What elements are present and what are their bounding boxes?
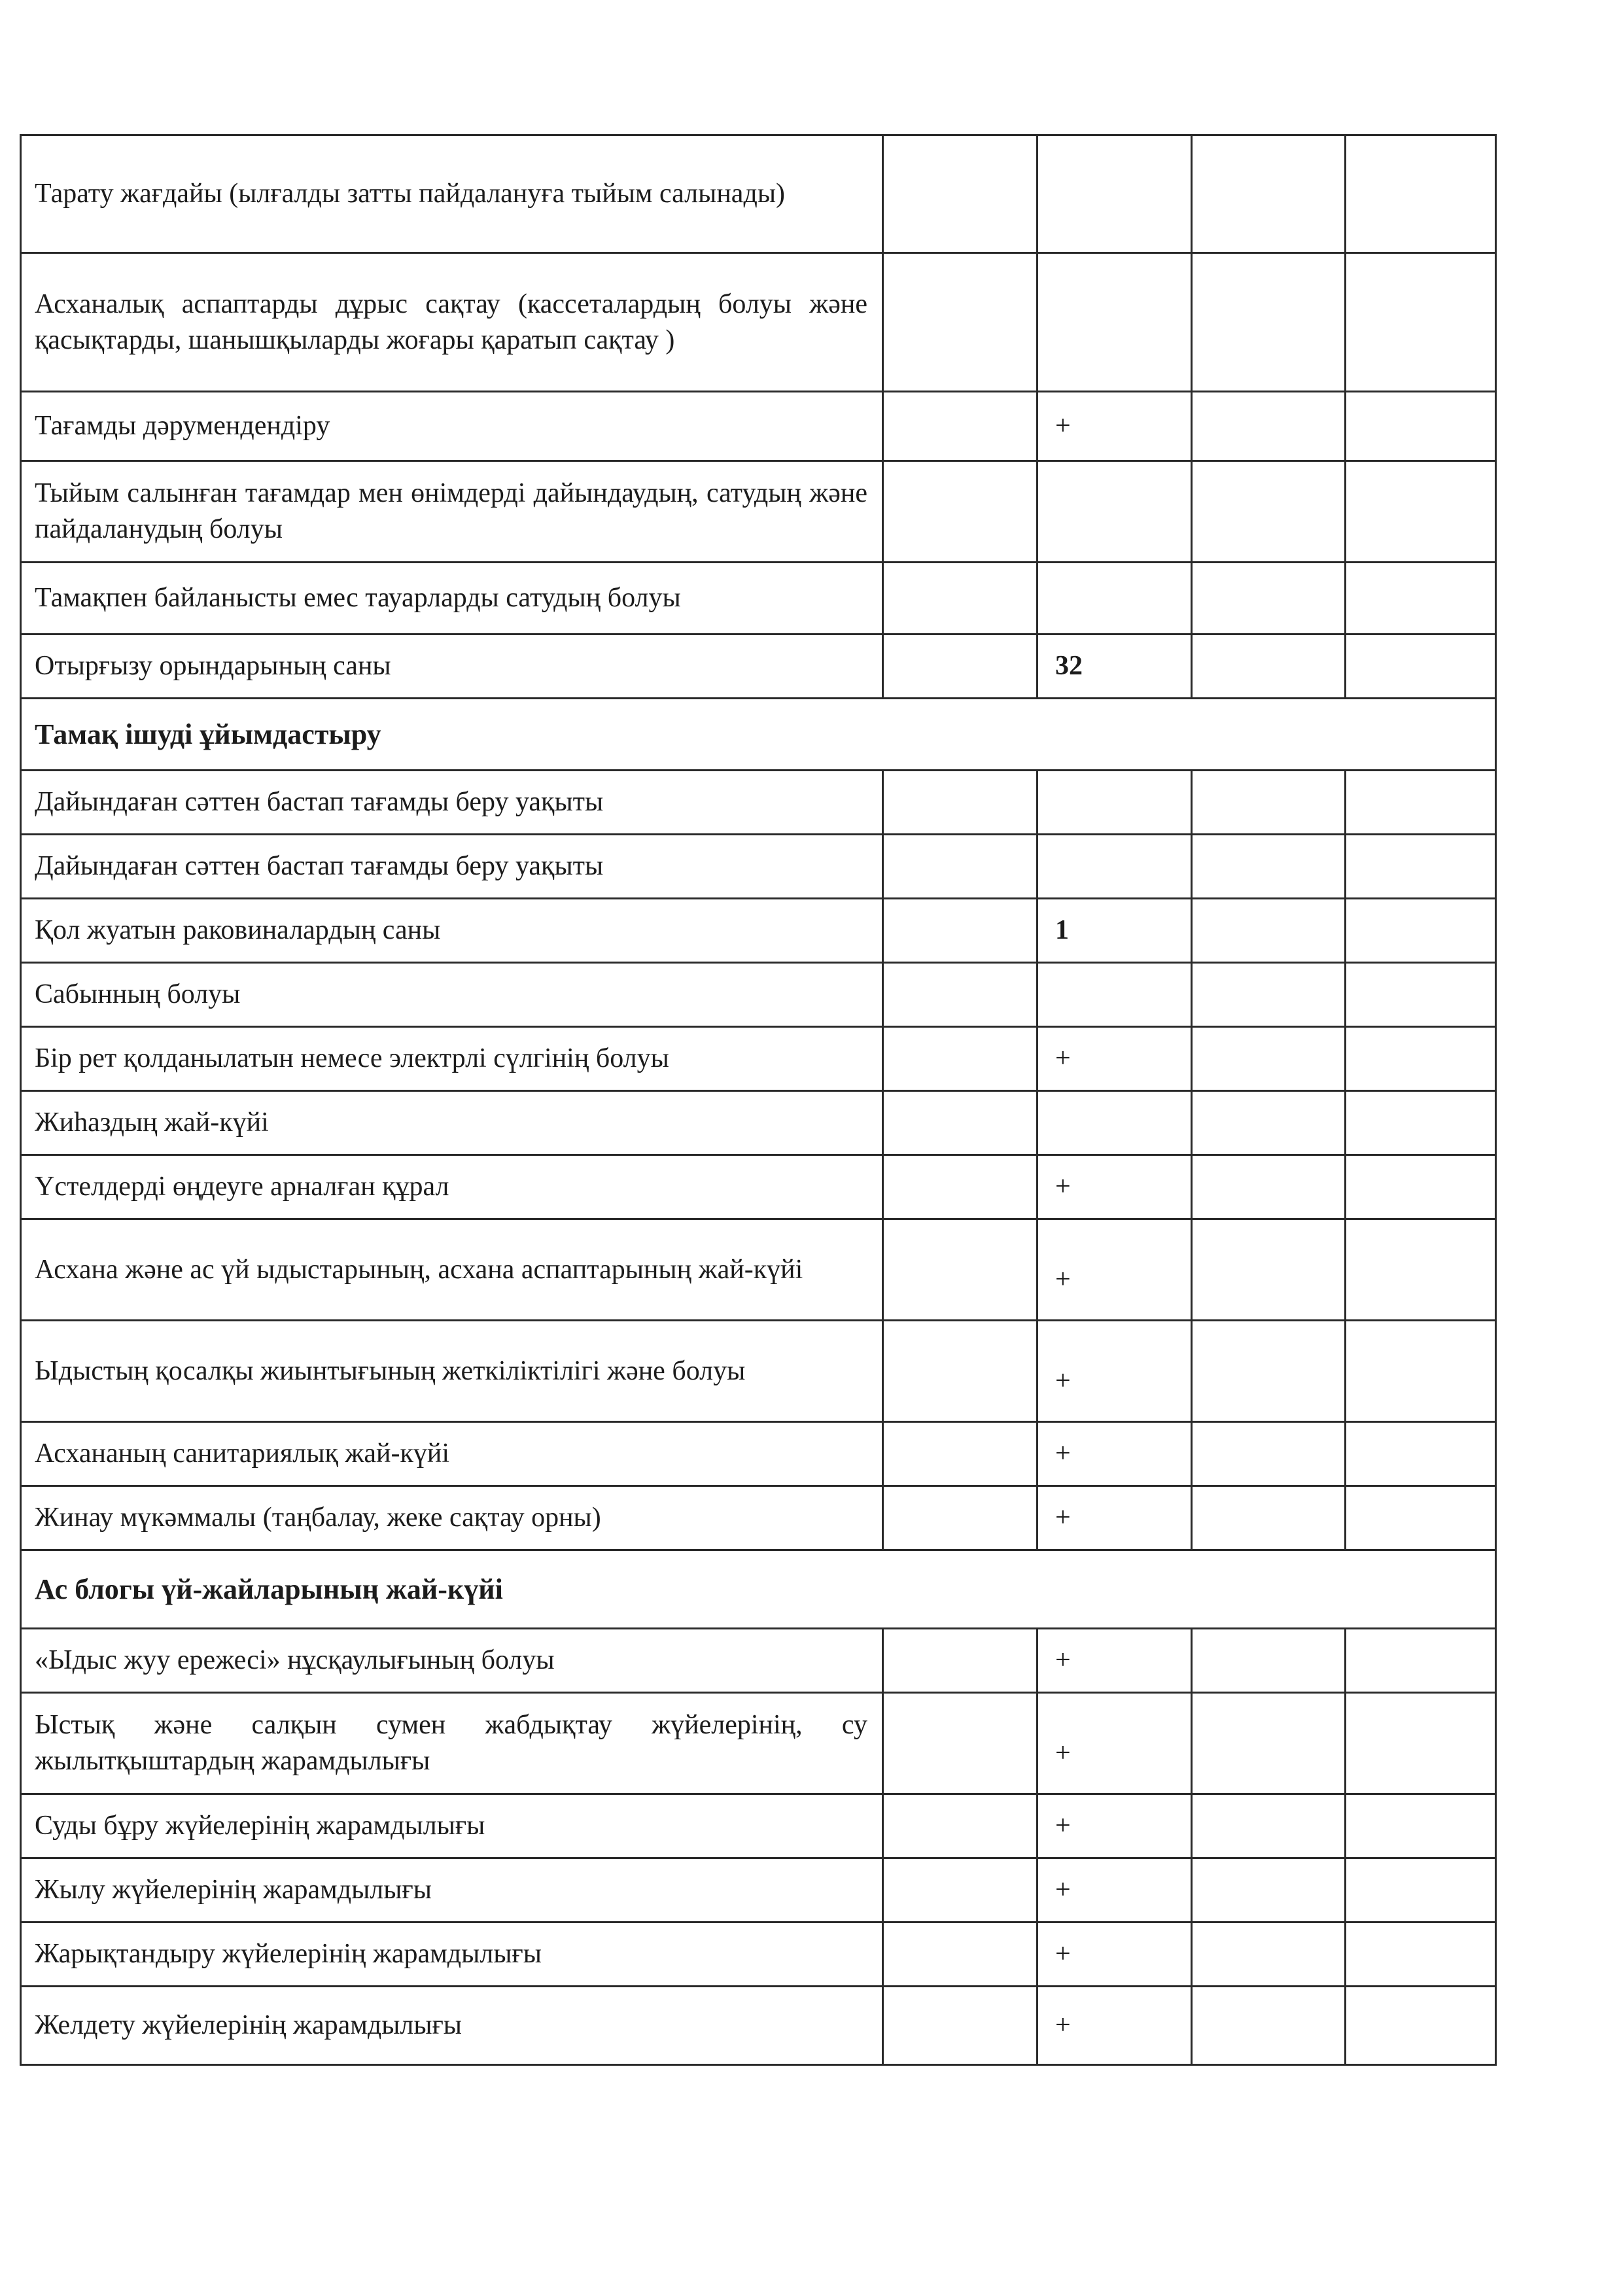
value-cell-col-4 [1346,1219,1496,1321]
value-cell-col-1 [883,835,1037,899]
value-cell-col-2: 1 [1037,899,1192,963]
value-cell-col-3 [1192,1091,1346,1155]
table-row [21,635,1496,699]
value-cell-col-4 [1346,963,1496,1027]
table-row [21,1693,1496,1794]
value-cell-col-3 [1192,253,1346,392]
value-cell-col-2: + [1037,1987,1192,2065]
value-cell-col-4 [1346,1858,1496,1922]
criterion-cell: Асханалық аспаптарды дұрыс сақтау (кассеталардың болуы және қасықтарды, шанышқыларды жоғары қаратып сақтау ) [21,253,883,392]
value-cell-col-1 [883,1858,1037,1922]
value-cell-col-2: + [1037,1629,1192,1693]
table-row [21,253,1496,392]
value-cell-col-4 [1346,1321,1496,1422]
criterion-cell: Сабынның болуы [21,963,883,1027]
value-cell-col-1 [883,1794,1037,1858]
value-cell-col-4 [1346,1091,1496,1155]
value-cell-col-3 [1192,1155,1346,1219]
table-row [21,461,1496,563]
criterion-cell: Ыстық және салқын сумен жабдықтау жүйелерінің, су жылытқыштардың жарамдылығы [21,1693,883,1794]
table-row [21,1027,1496,1091]
value-cell-col-1 [883,1922,1037,1987]
table-row [21,835,1496,899]
section-title: Тамақ ішуді ұйымдастыру [21,699,1496,771]
value-cell-col-3 [1192,963,1346,1027]
criterion-cell: Ыдыстың қосалқы жиынтығының жеткіліктілігі және болуы [21,1321,883,1422]
criterion-cell: Асхананың санитариялық жай-күйі [21,1422,883,1486]
table-row [21,563,1496,635]
table-row [21,1629,1496,1693]
value-cell-col-2: 32 [1037,635,1192,699]
value-cell-col-2: + [1037,1858,1192,1922]
table-row [21,1794,1496,1858]
value-cell-col-2: + [1037,1486,1192,1550]
inspection-checklist-table [20,134,1497,2066]
value-cell-col-3 [1192,1794,1346,1858]
value-cell-col-1 [883,1422,1037,1486]
criterion-cell: Желдету жүйелерінің жарамдылығы [21,1987,883,2065]
value-cell-col-2: + [1037,1027,1192,1091]
value-cell-col-3 [1192,1219,1346,1321]
value-cell-col-1 [883,392,1037,461]
criterion-cell: Жинау мүкәммалы (таңбалау, жеке сақтау орны) [21,1486,883,1550]
table-row [21,1987,1496,2065]
value-cell-col-1 [883,1155,1037,1219]
value-cell-col-2 [1037,461,1192,563]
criterion-cell: Қол жуатын раковиналардың саны [21,899,883,963]
value-cell-col-4 [1346,253,1496,392]
value-cell-col-2: + [1037,1422,1192,1486]
criterion-cell: Жылу жүйелерінің жарамдылығы [21,1858,883,1922]
criterion-cell: Тарату жағдайы (ылғалды затты пайдалануға тыйым салынады) [21,135,883,253]
value-cell-col-1 [883,1091,1037,1155]
value-cell-col-4 [1346,392,1496,461]
table-row [21,899,1496,963]
table-row [21,1091,1496,1155]
value-cell-col-2 [1037,1091,1192,1155]
value-cell-col-3 [1192,899,1346,963]
value-cell-col-2: + [1037,1155,1192,1219]
value-cell-col-1 [883,963,1037,1027]
value-cell-col-1 [883,135,1037,253]
criterion-cell: Отырғызу орындарының саны [21,635,883,699]
table-row [21,771,1496,835]
table-row [21,963,1496,1027]
value-cell-col-4 [1346,1987,1496,2065]
value-cell-col-4 [1346,1486,1496,1550]
value-cell-col-3 [1192,1922,1346,1987]
criterion-cell: Үстелдерді өңдеуге арналған құрал [21,1155,883,1219]
value-cell-col-1 [883,1219,1037,1321]
criterion-cell: Бір рет қолданылатын немесе электрлі сүлгінің болуы [21,1027,883,1091]
value-cell-col-1 [883,1321,1037,1422]
value-cell-col-1 [883,253,1037,392]
value-cell-col-2: + [1037,392,1192,461]
table-row [21,1155,1496,1219]
value-cell-col-4 [1346,1794,1496,1858]
value-cell-col-4 [1346,135,1496,253]
value-cell-col-3 [1192,461,1346,563]
criterion-cell: Асхана және ас үй ыдыстарының, асхана аспаптарының жай-күйі [21,1219,883,1321]
criterion-cell: Тамақпен байланысты емес тауарларды сатудың болуы [21,563,883,635]
criterion-cell: Дайындаған сәттен бастап тағамды беру уақыты [21,771,883,835]
criterion-cell: Тыйым салынған тағамдар мен өнімдерді дайындаудың, сатудың және пайдаланудың болуы [21,461,883,563]
value-cell-col-2 [1037,135,1192,253]
value-cell-col-4 [1346,1422,1496,1486]
criterion-cell: Жиһаздың жай-күйі [21,1091,883,1155]
value-cell-col-4 [1346,1027,1496,1091]
criterion-cell: «Ыдыс жуу ережесі» нұсқаулығының болуы [21,1629,883,1693]
value-cell-col-1 [883,1987,1037,2065]
value-cell-col-3 [1192,563,1346,635]
value-cell-col-3 [1192,1422,1346,1486]
value-cell-col-2: + [1037,1693,1192,1794]
criterion-cell: Суды бұру жүйелерінің жарамдылығы [21,1794,883,1858]
value-cell-col-3 [1192,135,1346,253]
value-cell-col-4 [1346,1629,1496,1693]
value-cell-col-1 [883,1486,1037,1550]
value-cell-col-3 [1192,1486,1346,1550]
table-row [21,1922,1496,1987]
value-cell-col-2 [1037,253,1192,392]
value-cell-col-1 [883,635,1037,699]
value-cell-col-4 [1346,771,1496,835]
value-cell-col-3 [1192,771,1346,835]
criterion-cell: Тағамды дәрумендендіру [21,392,883,461]
table-row [21,1858,1496,1922]
table-row [21,1219,1496,1321]
value-cell-col-2 [1037,563,1192,635]
value-cell-col-2 [1037,771,1192,835]
value-cell-col-2 [1037,835,1192,899]
table-row [21,392,1496,461]
table-row [21,1486,1496,1550]
value-cell-col-4 [1346,1155,1496,1219]
value-cell-col-2: + [1037,1321,1192,1422]
value-cell-col-4 [1346,1693,1496,1794]
value-cell-col-3 [1192,635,1346,699]
value-cell-col-3 [1192,392,1346,461]
section-header-row [21,1550,1496,1629]
value-cell-col-1 [883,1629,1037,1693]
value-cell-col-4 [1346,835,1496,899]
value-cell-col-3 [1192,1629,1346,1693]
value-cell-col-4 [1346,635,1496,699]
value-cell-col-2: + [1037,1794,1192,1858]
value-cell-col-4 [1346,563,1496,635]
value-cell-col-1 [883,1027,1037,1091]
table-row [21,1321,1496,1422]
value-cell-col-3 [1192,835,1346,899]
value-cell-col-1 [883,899,1037,963]
criterion-cell: Дайындаған сәттен бастап тағамды беру уақыты [21,835,883,899]
value-cell-col-4 [1346,1922,1496,1987]
value-cell-col-4 [1346,899,1496,963]
value-cell-col-3 [1192,1693,1346,1794]
value-cell-col-3 [1192,1858,1346,1922]
value-cell-col-4 [1346,461,1496,563]
value-cell-col-2: + [1037,1922,1192,1987]
value-cell-col-3 [1192,1321,1346,1422]
value-cell-col-3 [1192,1027,1346,1091]
value-cell-col-1 [883,1693,1037,1794]
value-cell-col-1 [883,461,1037,563]
value-cell-col-1 [883,771,1037,835]
criterion-cell: Жарықтандыру жүйелерінің жарамдылығы [21,1922,883,1987]
value-cell-col-3 [1192,1987,1346,2065]
table-row [21,1422,1496,1486]
value-cell-col-1 [883,563,1037,635]
section-header-row [21,699,1496,771]
section-title: Ас блогы үй-жайларының жай-күйі [21,1550,1496,1629]
value-cell-col-2: + [1037,1219,1192,1321]
table-row [21,135,1496,253]
value-cell-col-2 [1037,963,1192,1027]
